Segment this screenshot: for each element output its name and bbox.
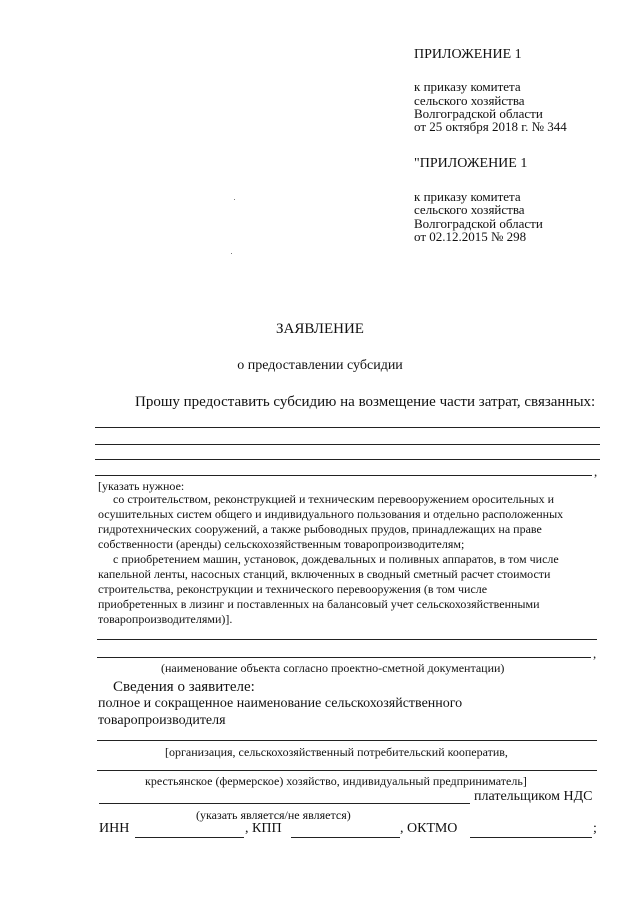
appendix-current-line-1: к приказу комитета	[414, 79, 521, 94]
end-semicolon: ;	[593, 821, 597, 836]
appendix-current-line-3: Волгоградской области	[414, 106, 543, 121]
request-text: Прошу предоставить субсидию на возмещение части затрат, связанных:	[135, 394, 596, 410]
oktmo-field[interactable]	[470, 837, 592, 838]
options-intro: [указать нужное:	[98, 479, 185, 493]
object-line-2	[97, 657, 591, 658]
option2-line-1: с приобретением машин, установок, дождевальных и поливных аппаратов, в том числе	[113, 552, 559, 566]
scan-speck	[234, 199, 235, 200]
scan-speck	[231, 253, 232, 254]
object-caption: (наименование объекта согласно проектно-сметной документации)	[161, 661, 505, 675]
option2-line-5: товаропроизводителями)].	[98, 612, 233, 626]
appendix-previous-line-3: Волгоградской области	[414, 216, 543, 231]
appendix-previous-title: "ПРИЛОЖЕНИЕ 1	[414, 156, 528, 171]
oktmo-label: , ОКТМО	[400, 821, 458, 836]
kpp-label: , КПП	[245, 821, 282, 836]
option1-line-1: со строительством, реконструкцией и техническим перевооружением оросительных и	[113, 492, 555, 506]
appendix-previous-line-2: сельского хозяйства	[414, 202, 525, 217]
line-comma: ,	[594, 464, 598, 479]
vat-caption: (указать является/не является)	[196, 808, 351, 822]
applicant-heading: Сведения о заявителе:	[113, 679, 255, 695]
object-line-comma: ,	[593, 646, 597, 661]
blank-line	[95, 475, 592, 476]
applicant-type-caption-2: крестьянское (фермерское) хозяйство, индивидуальный предприниматель]	[145, 774, 527, 788]
appendix-current-line-4: от 25 октября 2018 г. № 344	[414, 119, 567, 134]
applicant-name-label-2: товаропроизводителя	[98, 713, 226, 728]
applicant-type-caption-1: [организация, сельскохозяйственный потребительский кооператив,	[165, 745, 508, 759]
blank-line	[95, 459, 600, 460]
object-line-1	[97, 639, 597, 640]
option1-line-2: осушительных систем общего и индивидуального пользования и отдельно расположенных	[98, 507, 564, 521]
option1-line-3: гидротехнических сооружений, а также рыбоводных прудов, принадлежащих на праве	[98, 522, 542, 536]
blank-line	[95, 444, 600, 445]
applicant-type-line	[97, 770, 597, 771]
option2-line-3: строительства, реконструкции и технического перевооружения (в том числе	[98, 582, 488, 596]
inn-field[interactable]	[135, 837, 244, 838]
appendix-current-line-2: сельского хозяйства	[414, 93, 525, 108]
vat-status-line	[99, 803, 470, 804]
inn-label: ИНН	[99, 821, 130, 836]
document-title: ЗАЯВЛЕНИЕ	[276, 321, 364, 337]
option2-line-2: капельной ленты, насосных станций, включенных в сводный сметный расчет стоимости	[98, 567, 551, 581]
vat-label: плательщиком НДС	[474, 789, 593, 804]
appendix-previous-line-1: к приказу комитета	[414, 189, 521, 204]
document-subtitle: о предоставлении субсидии	[237, 358, 403, 373]
kpp-field[interactable]	[291, 837, 400, 838]
blank-line	[95, 427, 600, 428]
appendix-previous-line-4: от 02.12.2015 № 298	[414, 229, 527, 244]
option2-line-4: приобретенных в лизинг и поставленных на балансовый учет сельскохозяйственными	[98, 597, 540, 611]
appendix-current-title: ПРИЛОЖЕНИЕ 1	[414, 47, 522, 62]
option1-line-4: собственности (аренды) сельскохозяйственным товаропроизводителям;	[98, 537, 465, 551]
applicant-name-line	[97, 740, 597, 741]
applicant-name-label-1: полное и сокращенное наименование сельскохозяйственного	[98, 696, 463, 711]
